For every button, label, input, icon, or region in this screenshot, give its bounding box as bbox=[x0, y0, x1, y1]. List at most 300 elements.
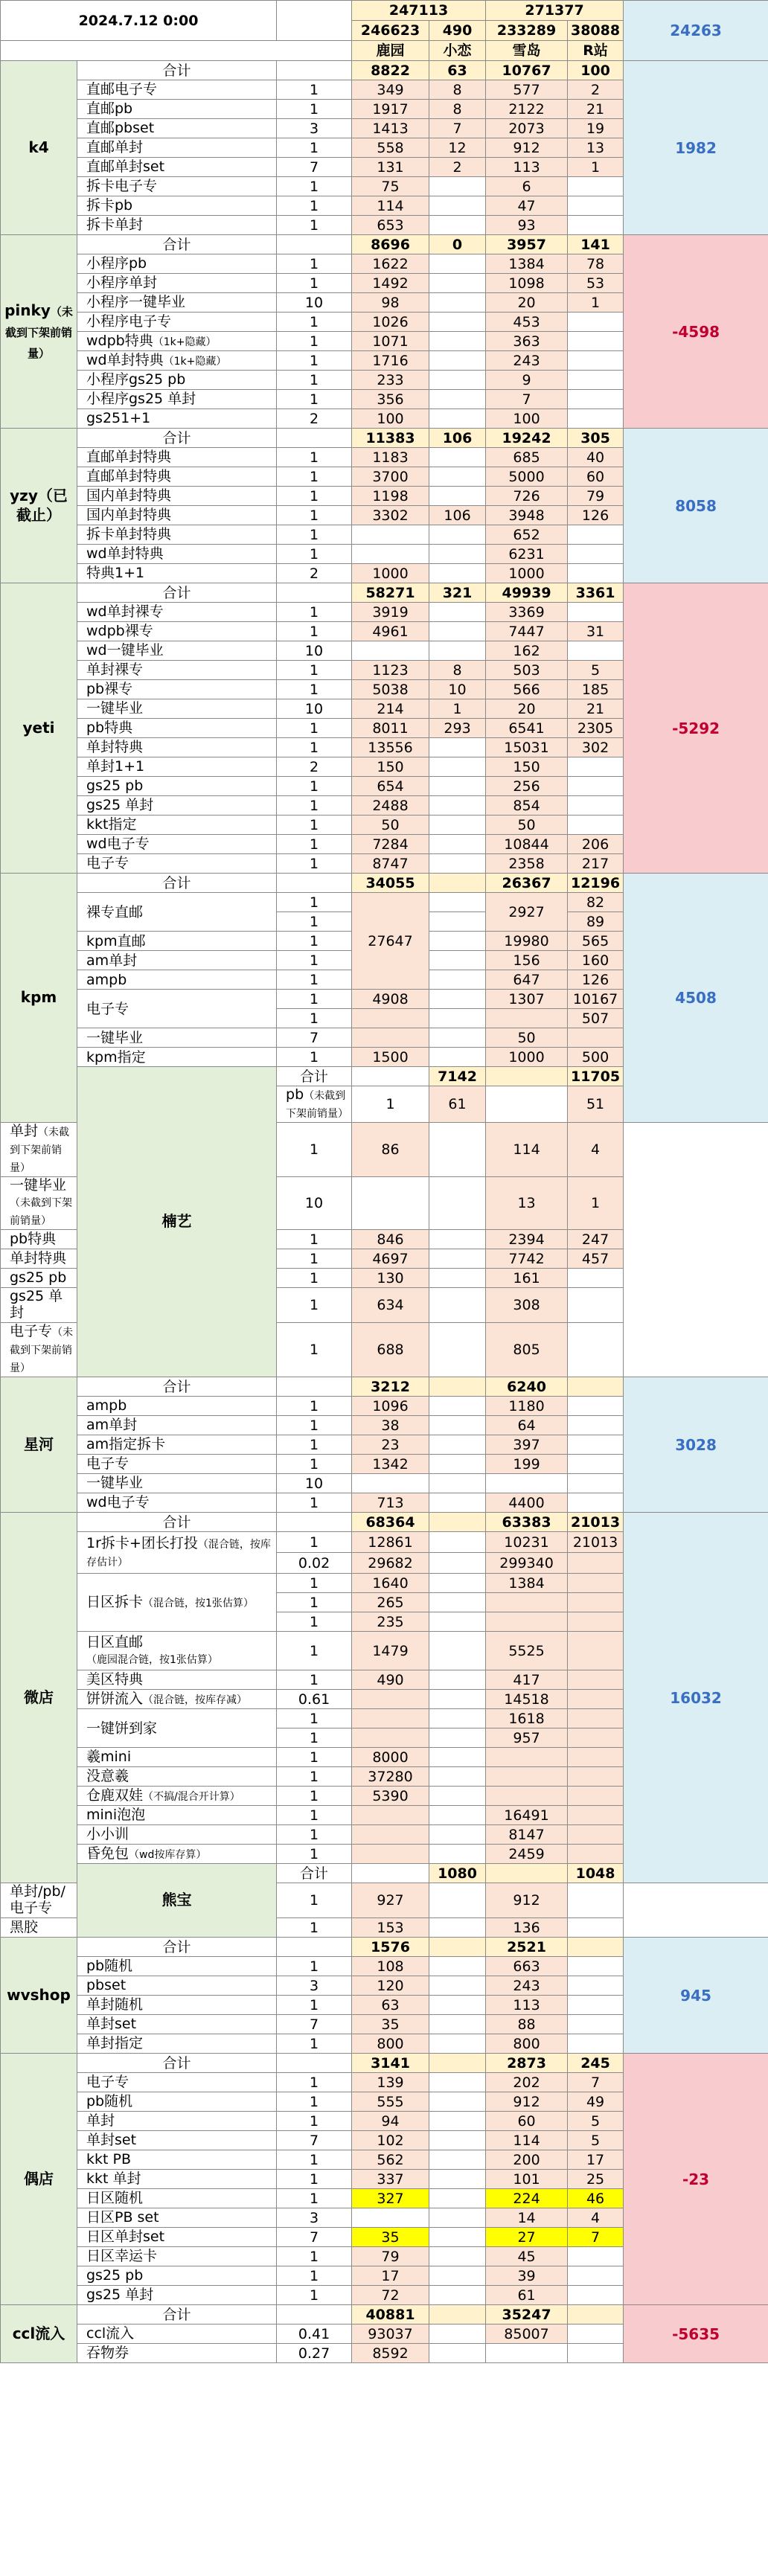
section-note: （未截到下架前销量） bbox=[4, 304, 73, 360]
total-label: 合计 bbox=[77, 1513, 277, 1532]
ratio: 3 bbox=[277, 119, 352, 138]
value bbox=[352, 1845, 429, 1864]
ratio: 1 bbox=[277, 854, 352, 874]
value: 86 bbox=[352, 1123, 429, 1177]
value bbox=[568, 1709, 624, 1728]
value: 243 bbox=[486, 351, 568, 371]
item-name-text: wd单封裸专 bbox=[86, 603, 164, 620]
item-name-text: pb随机 bbox=[86, 1957, 133, 1974]
value bbox=[429, 603, 486, 622]
value: 64 bbox=[486, 1416, 568, 1435]
value: 507 bbox=[568, 1009, 624, 1028]
value bbox=[568, 1612, 624, 1632]
item-name-text: wd单封特典 bbox=[86, 545, 164, 562]
value: 20 bbox=[486, 293, 568, 313]
value: 153 bbox=[352, 1918, 429, 1938]
item-name-text: 昏免包 bbox=[86, 1845, 129, 1862]
value: 21 bbox=[568, 100, 624, 119]
value: 5390 bbox=[352, 1787, 429, 1806]
value bbox=[429, 1435, 486, 1455]
item-name-text: wd电子专 bbox=[86, 1493, 150, 1510]
value: 1183 bbox=[352, 448, 429, 467]
item-name bbox=[77, 80, 277, 100]
ratio: 3 bbox=[277, 1976, 352, 1996]
ratio: 1 bbox=[277, 680, 352, 699]
value: 337 bbox=[352, 2170, 429, 2189]
item-name bbox=[77, 719, 277, 738]
value bbox=[352, 2208, 429, 2228]
value: 800 bbox=[352, 2034, 429, 2054]
value: 47 bbox=[486, 196, 568, 216]
value bbox=[429, 932, 486, 951]
total-label: 合计 bbox=[277, 1864, 352, 1883]
value: 13556 bbox=[352, 738, 429, 757]
spacer bbox=[1, 41, 352, 61]
item-name-text: 日区单封set bbox=[86, 2228, 165, 2245]
total-value: 3361 bbox=[568, 583, 624, 603]
ratio: 1 bbox=[277, 1845, 352, 1864]
table-row bbox=[1, 2305, 768, 2325]
item-name bbox=[77, 1709, 277, 1748]
value bbox=[568, 2015, 624, 2034]
value: 150 bbox=[352, 757, 429, 777]
value: 35 bbox=[352, 2015, 429, 2034]
value: 1492 bbox=[352, 274, 429, 293]
item-name bbox=[77, 2286, 277, 2305]
ratio: 1 bbox=[277, 371, 352, 390]
value: 27 bbox=[486, 2228, 568, 2247]
section-title: pinky bbox=[4, 301, 51, 319]
item-name-text: 直邮单封特典 bbox=[86, 467, 172, 484]
total-value bbox=[486, 1864, 568, 1883]
value: 566 bbox=[486, 680, 568, 699]
value bbox=[429, 2228, 486, 2247]
col-num: 246623 bbox=[352, 21, 429, 41]
item-name bbox=[77, 409, 277, 429]
item-name-text: pbset bbox=[86, 1976, 127, 1993]
ratio: 1 bbox=[277, 2189, 352, 2208]
value bbox=[429, 1493, 486, 1513]
value bbox=[429, 1709, 486, 1728]
value bbox=[429, 835, 486, 854]
ratio: 1 bbox=[277, 1455, 352, 1474]
value bbox=[486, 1009, 568, 1028]
value: 21 bbox=[568, 699, 624, 719]
item-name bbox=[77, 1806, 277, 1825]
item-name-text: 直邮pbset bbox=[86, 119, 155, 136]
value bbox=[568, 1845, 624, 1864]
value bbox=[429, 2034, 486, 2054]
value bbox=[352, 1709, 429, 1728]
value: 199 bbox=[486, 1455, 568, 1474]
col-name: R站 bbox=[568, 41, 624, 61]
item-name-text: 一键饼到家 bbox=[86, 1720, 158, 1737]
ratio: 1 bbox=[277, 2112, 352, 2131]
ratio: 10 bbox=[277, 1177, 352, 1230]
value bbox=[429, 1918, 486, 1938]
total-value: 49939 bbox=[486, 583, 568, 603]
value: 102 bbox=[352, 2131, 429, 2150]
value: 7284 bbox=[352, 835, 429, 854]
value: 12 bbox=[429, 138, 486, 158]
value bbox=[568, 313, 624, 332]
value: 1180 bbox=[486, 1397, 568, 1416]
item-name-text: am单封 bbox=[86, 1416, 138, 1433]
value bbox=[568, 777, 624, 796]
ratio: 1 bbox=[277, 254, 352, 274]
value: 1917 bbox=[352, 100, 429, 119]
item-name-text: 拆卡单封 bbox=[86, 216, 144, 233]
value bbox=[429, 1957, 486, 1976]
value: 4 bbox=[568, 1123, 624, 1177]
item-name bbox=[77, 699, 277, 719]
item-name-text: 黑胶 bbox=[10, 1918, 39, 1935]
ratio: 0.27 bbox=[277, 2344, 352, 2363]
value: 139 bbox=[352, 2073, 429, 2092]
value bbox=[429, 1806, 486, 1825]
ratio: 1 bbox=[277, 2170, 352, 2189]
total-label: 合计 bbox=[77, 874, 277, 893]
item-name-text: 小程序单封 bbox=[86, 274, 158, 291]
ratio: 1 bbox=[277, 893, 352, 912]
value: 654 bbox=[352, 777, 429, 796]
item-name-text: am指定拆卡 bbox=[86, 1435, 166, 1452]
item-name-text: gs25 单封 bbox=[86, 2286, 154, 2303]
ratio: 1 bbox=[277, 1416, 352, 1435]
value: 854 bbox=[486, 796, 568, 816]
section-result: -4598 bbox=[624, 235, 768, 429]
value: 1618 bbox=[486, 1709, 568, 1728]
value: 156 bbox=[486, 951, 568, 970]
item-name bbox=[77, 2344, 277, 2363]
value: 1000 bbox=[352, 564, 429, 583]
value: 101 bbox=[486, 2170, 568, 2189]
value bbox=[568, 2247, 624, 2266]
value bbox=[568, 1767, 624, 1787]
value: 5038 bbox=[352, 680, 429, 699]
section-name bbox=[1, 2054, 77, 2305]
value bbox=[352, 1474, 429, 1493]
value: 15031 bbox=[486, 738, 568, 757]
ratio: 1 bbox=[277, 196, 352, 216]
value: 224 bbox=[486, 2189, 568, 2208]
item-name: 裸专直邮 bbox=[77, 893, 277, 932]
total-value: 21013 bbox=[568, 1513, 624, 1532]
item-name bbox=[77, 2150, 277, 2170]
ratio: 1 bbox=[277, 525, 352, 545]
col-name: 小恋 bbox=[429, 41, 486, 61]
section-result: -5292 bbox=[624, 583, 768, 874]
value bbox=[568, 216, 624, 235]
value: 685 bbox=[486, 448, 568, 467]
value: 1384 bbox=[486, 1574, 568, 1593]
value bbox=[568, 1690, 624, 1709]
value: 136 bbox=[486, 1918, 568, 1938]
total-value: 8696 bbox=[352, 235, 429, 254]
value: 558 bbox=[352, 138, 429, 158]
item-note: （不搞/混合开计算） bbox=[143, 1790, 240, 1803]
item-name-text: 小程序gs25 pb bbox=[86, 371, 186, 388]
total-label: 合计 bbox=[77, 429, 277, 448]
item-name-text: 1r拆卡+团长打投 bbox=[86, 1534, 198, 1551]
value bbox=[429, 912, 486, 932]
value bbox=[429, 2189, 486, 2208]
value: 7 bbox=[568, 2228, 624, 2247]
value bbox=[429, 2131, 486, 2150]
value bbox=[429, 1574, 486, 1593]
total-value: 3141 bbox=[352, 2054, 429, 2073]
item-name bbox=[77, 1748, 277, 1767]
value bbox=[429, 1288, 486, 1323]
value bbox=[429, 1787, 486, 1806]
value: 8000 bbox=[352, 1748, 429, 1767]
item-name bbox=[77, 2131, 277, 2150]
value: 1000 bbox=[486, 1048, 568, 1067]
total-label: 合计 bbox=[277, 1067, 352, 1086]
value bbox=[429, 2170, 486, 2189]
section-title: 微店 bbox=[24, 1688, 54, 1706]
value: 2 bbox=[568, 80, 624, 100]
item-name bbox=[77, 2073, 277, 2092]
value: 82 bbox=[568, 893, 624, 912]
ratio: 1 bbox=[277, 2266, 352, 2286]
value bbox=[429, 2325, 486, 2344]
value: 7 bbox=[568, 2073, 624, 2092]
value bbox=[429, 2208, 486, 2228]
item-name-text: gs25 pb bbox=[86, 2266, 144, 2284]
item-name bbox=[77, 1474, 277, 1493]
value: 17 bbox=[352, 2266, 429, 2286]
ratio: 1 bbox=[277, 2286, 352, 2305]
total-spacer bbox=[277, 583, 352, 603]
value: 13 bbox=[568, 138, 624, 158]
value: 555 bbox=[352, 2092, 429, 2112]
value: 2122 bbox=[486, 100, 568, 119]
value bbox=[429, 313, 486, 332]
item-name bbox=[77, 448, 277, 467]
table-row bbox=[1, 1377, 768, 1397]
item-name-text: 单封特典 bbox=[86, 738, 144, 755]
ratio: 1 bbox=[277, 1323, 352, 1377]
item-name bbox=[77, 2247, 277, 2266]
item-name bbox=[77, 1670, 277, 1690]
total-value bbox=[429, 874, 486, 893]
item-name bbox=[77, 1825, 277, 1845]
value: 1 bbox=[568, 293, 624, 313]
item-name-text: gs251+1 bbox=[86, 409, 151, 426]
col-name: 鹿园 bbox=[352, 41, 429, 61]
item-name-text: 电子专 bbox=[10, 1323, 53, 1339]
value: 7 bbox=[429, 119, 486, 138]
value bbox=[352, 1825, 429, 1845]
value: 4961 bbox=[352, 622, 429, 641]
value bbox=[486, 1767, 568, 1787]
ratio: 1 bbox=[277, 796, 352, 816]
value bbox=[429, 196, 486, 216]
value bbox=[429, 2015, 486, 2034]
table-row bbox=[1, 61, 768, 80]
value: 912 bbox=[486, 2092, 568, 2112]
item-name bbox=[77, 2189, 277, 2208]
value: 1640 bbox=[352, 1574, 429, 1593]
ratio: 1 bbox=[277, 970, 352, 990]
value: 1 bbox=[429, 699, 486, 719]
item-name bbox=[77, 487, 277, 506]
value: 713 bbox=[352, 1493, 429, 1513]
value bbox=[429, 1690, 486, 1709]
item-name bbox=[77, 2112, 277, 2131]
item-name-text: 单封set bbox=[86, 2015, 137, 2032]
value bbox=[429, 274, 486, 293]
item-name bbox=[77, 545, 277, 564]
value: 5 bbox=[568, 2131, 624, 2150]
item-name: ampb bbox=[77, 970, 277, 990]
value: 13 bbox=[486, 1177, 568, 1230]
item-name bbox=[77, 390, 277, 409]
item-name-text: 拆卡pb bbox=[86, 196, 133, 214]
total-value: 10767 bbox=[486, 61, 568, 80]
value: 349 bbox=[352, 80, 429, 100]
value bbox=[568, 1574, 624, 1593]
ratio: 1 bbox=[277, 1574, 352, 1593]
value: 7 bbox=[486, 390, 568, 409]
value: 647 bbox=[486, 970, 568, 990]
section-name bbox=[1, 1938, 77, 2054]
value: 217 bbox=[568, 854, 624, 874]
item-name bbox=[77, 1416, 277, 1435]
value: 114 bbox=[486, 2131, 568, 2150]
value bbox=[429, 293, 486, 313]
value: 150 bbox=[486, 757, 568, 777]
item-name bbox=[77, 216, 277, 235]
item-name bbox=[1, 1177, 77, 1230]
value: 503 bbox=[486, 661, 568, 680]
value: 53 bbox=[568, 274, 624, 293]
value bbox=[568, 1397, 624, 1416]
value: 114 bbox=[352, 196, 429, 216]
item-name-text: 电子专 bbox=[86, 1455, 129, 1472]
value: 60 bbox=[568, 467, 624, 487]
value: 3948 bbox=[486, 506, 568, 525]
value: 562 bbox=[352, 2150, 429, 2170]
value: 6541 bbox=[486, 719, 568, 738]
item-name-text: 直邮pb bbox=[86, 100, 133, 117]
value bbox=[429, 2073, 486, 2092]
value: 2358 bbox=[486, 854, 568, 874]
value bbox=[486, 1593, 568, 1612]
ratio: 1 bbox=[277, 1230, 352, 1249]
ratio: 10 bbox=[277, 699, 352, 719]
total-value: 3957 bbox=[486, 235, 568, 254]
value: 7447 bbox=[486, 622, 568, 641]
value bbox=[429, 2150, 486, 2170]
value bbox=[352, 545, 429, 564]
value: 21013 bbox=[568, 1532, 624, 1553]
value: 1123 bbox=[352, 661, 429, 680]
value: 1413 bbox=[352, 119, 429, 138]
item-name-text: gs25 pb bbox=[86, 777, 144, 794]
item-name-text: 单封 bbox=[10, 1123, 39, 1139]
ratio: 1 bbox=[277, 1048, 352, 1067]
section-title: 偶店 bbox=[24, 2169, 54, 2188]
ratio: 7 bbox=[277, 1028, 352, 1048]
ratio: 1 bbox=[277, 777, 352, 796]
ratio: 1 bbox=[277, 912, 352, 932]
value: 126 bbox=[568, 970, 624, 990]
item-name-text: 直邮单封特典 bbox=[86, 448, 172, 465]
value: 293 bbox=[429, 719, 486, 738]
table-row bbox=[1, 1, 768, 21]
value: 14 bbox=[486, 2208, 568, 2228]
value bbox=[568, 1269, 624, 1288]
item-name bbox=[77, 332, 277, 351]
value bbox=[429, 1123, 486, 1177]
ratio: 1 bbox=[277, 80, 352, 100]
value bbox=[429, 1269, 486, 1288]
item-name bbox=[77, 2092, 277, 2112]
item-name-text: 拆卡电子专 bbox=[86, 177, 158, 194]
ratio: 0.41 bbox=[277, 2325, 352, 2344]
value bbox=[568, 1806, 624, 1825]
ratio: 1 bbox=[277, 216, 352, 235]
total-value: 100 bbox=[568, 61, 624, 80]
item-name-text: 日区随机 bbox=[86, 2189, 144, 2206]
total-label: 合计 bbox=[77, 1938, 277, 1957]
item-name: kpm直邮 bbox=[77, 932, 277, 951]
item-note: （1k+隐藏） bbox=[153, 336, 217, 348]
ratio: 1 bbox=[277, 351, 352, 371]
item-name-text: 一键毕业 bbox=[10, 1177, 67, 1194]
value: 5000 bbox=[486, 467, 568, 487]
total-label: 合计 bbox=[77, 61, 277, 80]
value: 565 bbox=[568, 932, 624, 951]
total-value: 68364 bbox=[352, 1513, 429, 1532]
section-title: 熊宝 bbox=[161, 1891, 192, 1909]
value bbox=[486, 1474, 568, 1493]
value: 93037 bbox=[352, 2325, 429, 2344]
ratio: 1 bbox=[277, 738, 352, 757]
ratio: 1 bbox=[277, 274, 352, 293]
item-name bbox=[77, 351, 277, 371]
item-name-text: gs25 pb bbox=[10, 1269, 67, 1286]
value bbox=[568, 351, 624, 371]
section-result: 1982 bbox=[624, 61, 768, 235]
value bbox=[429, 351, 486, 371]
value bbox=[429, 951, 486, 970]
value bbox=[429, 2266, 486, 2286]
value bbox=[352, 1028, 429, 1048]
total-value: 11383 bbox=[352, 429, 429, 448]
value: 185 bbox=[568, 680, 624, 699]
value: 652 bbox=[486, 525, 568, 545]
item-name-text: 饼饼流入 bbox=[86, 1690, 144, 1707]
value: 2394 bbox=[486, 1230, 568, 1249]
total-value bbox=[429, 1513, 486, 1532]
value: 16491 bbox=[486, 1806, 568, 1825]
item-name-text: 国内单封特典 bbox=[86, 487, 172, 504]
value: 45 bbox=[486, 2247, 568, 2266]
value: 8147 bbox=[486, 1825, 568, 1845]
value: 3302 bbox=[352, 506, 429, 525]
value bbox=[352, 641, 429, 661]
total-spacer bbox=[352, 1864, 429, 1883]
total-value: 0 bbox=[429, 235, 486, 254]
ratio: 1 bbox=[277, 1612, 352, 1632]
value bbox=[352, 1177, 429, 1230]
value bbox=[568, 1787, 624, 1806]
value: 308 bbox=[486, 1288, 568, 1323]
value bbox=[429, 254, 486, 274]
